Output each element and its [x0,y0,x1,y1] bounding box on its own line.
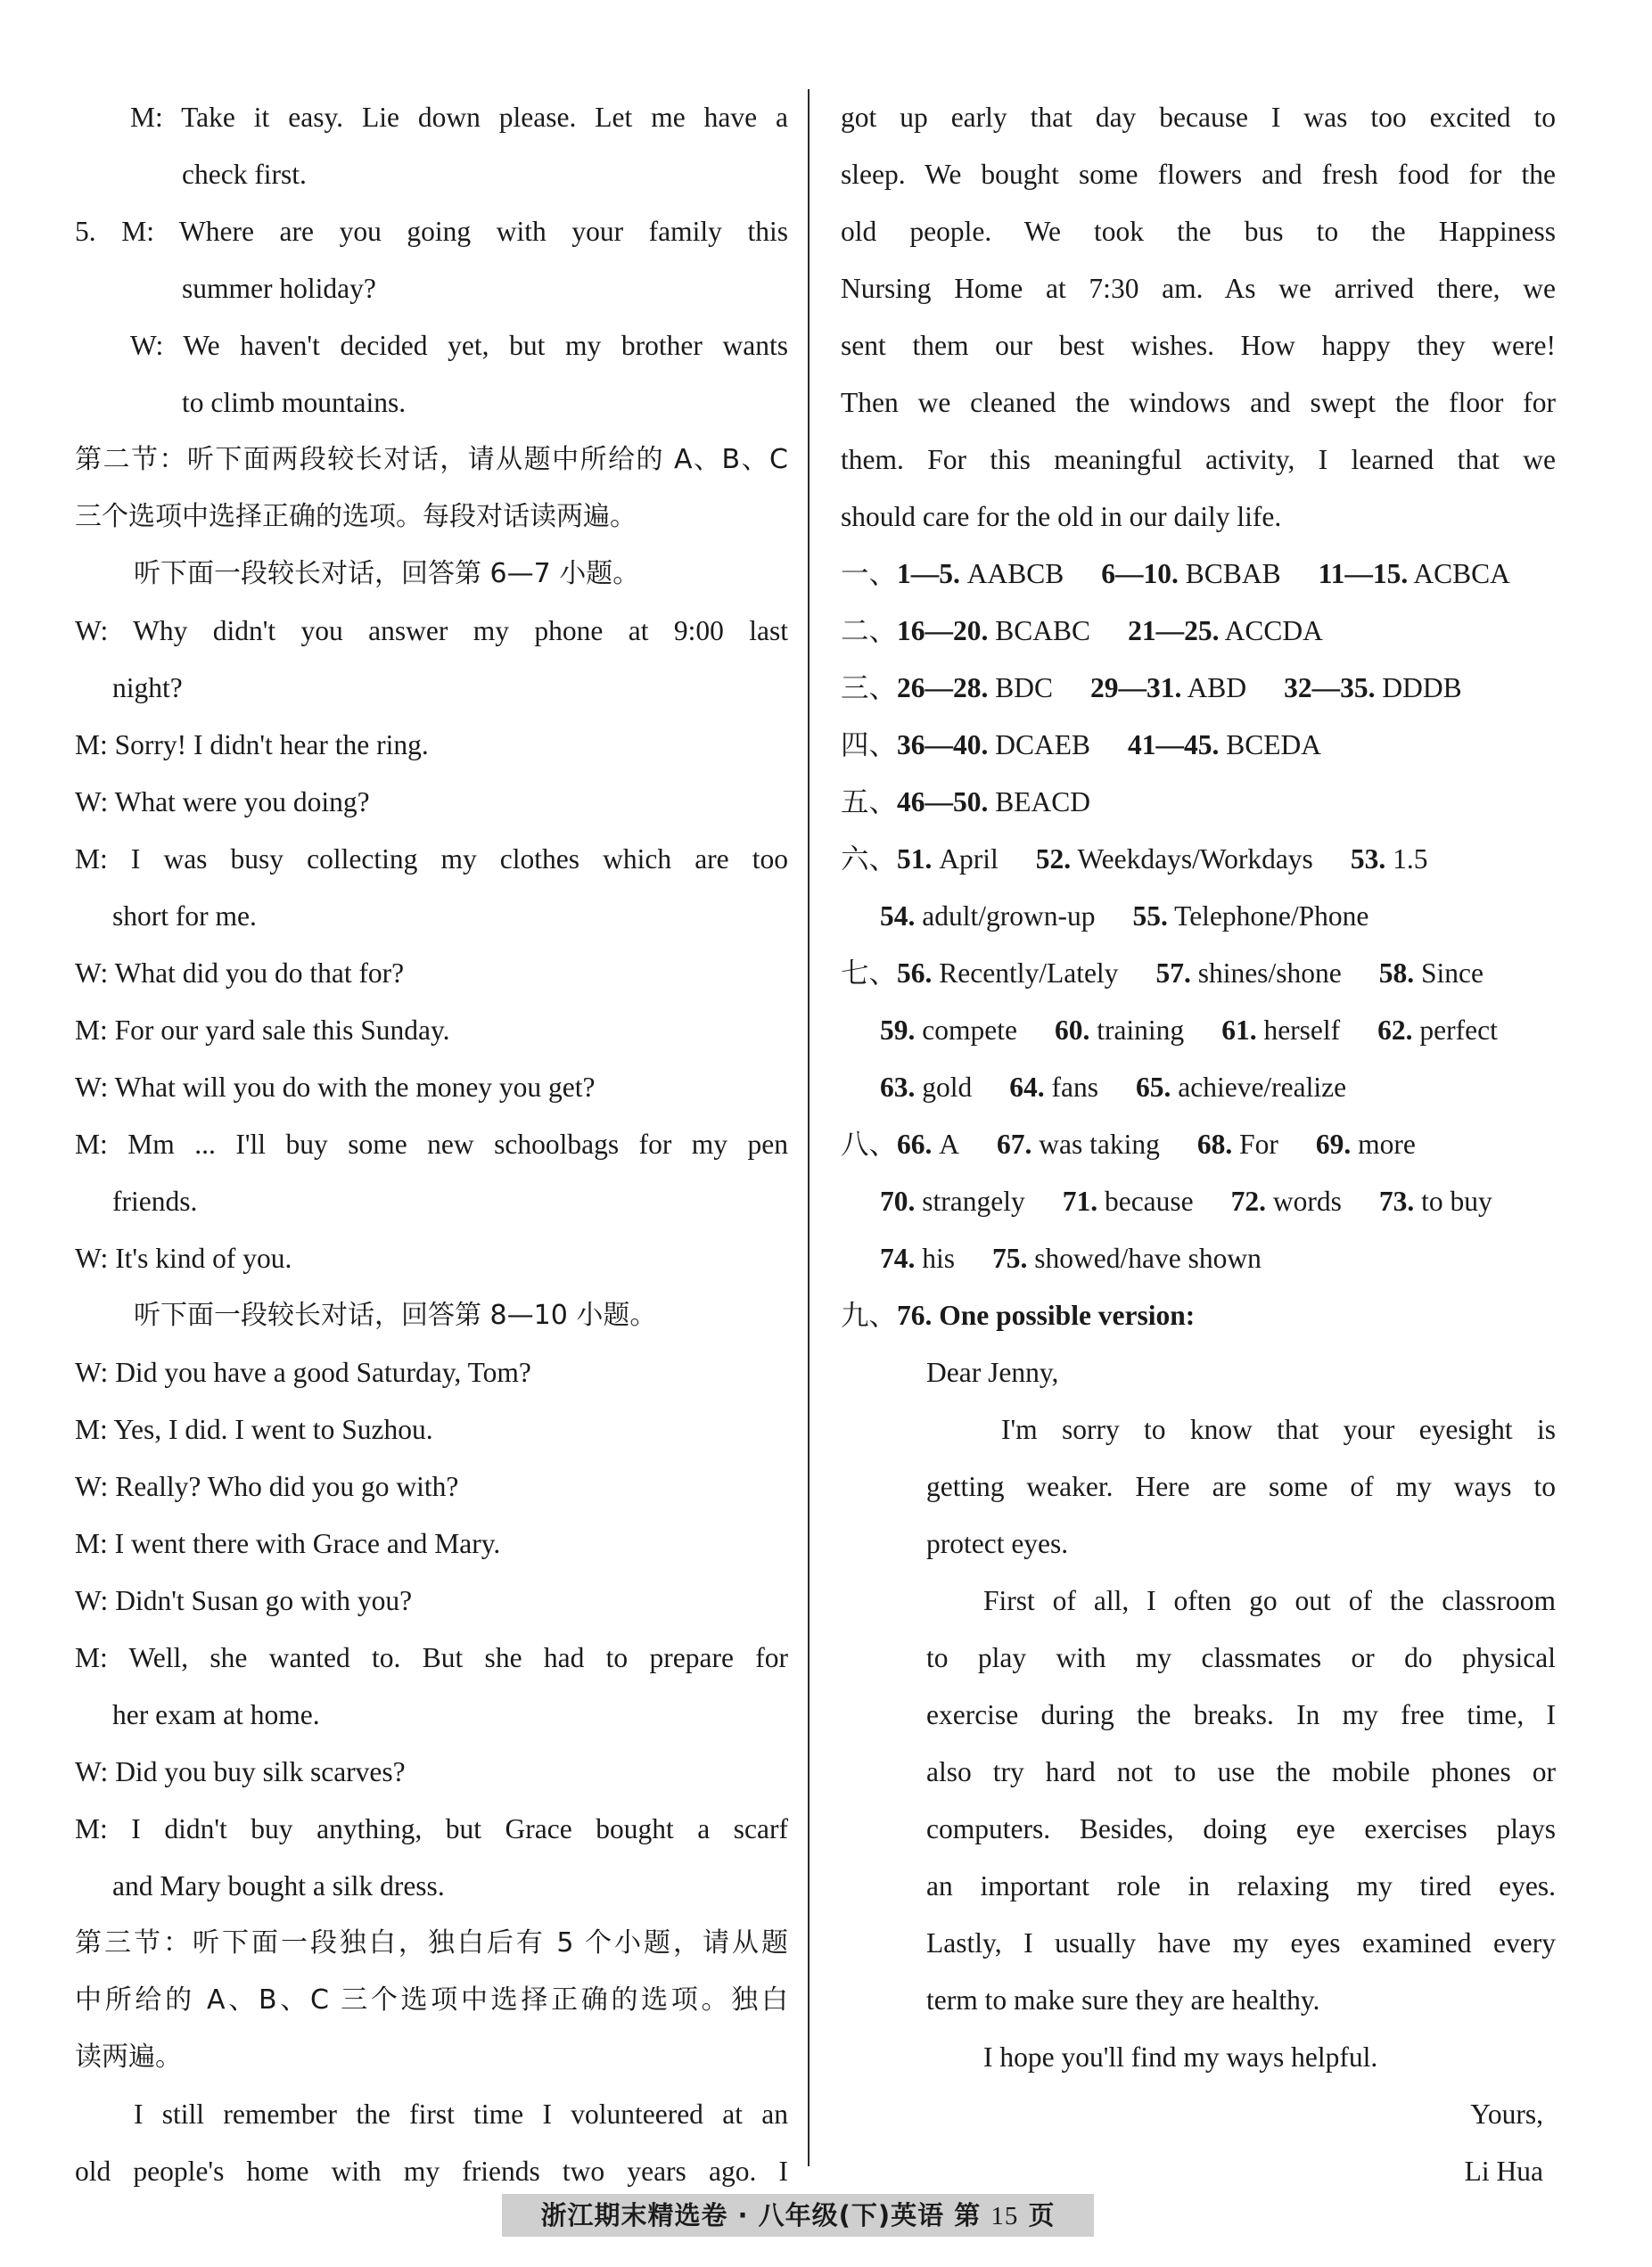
answer-value: A [939,1129,960,1160]
passage-line: old people. We took the bus to the Happiness [841,216,1556,247]
answer-value: shines/shone [1197,957,1342,989]
answer-value: because [1104,1186,1194,1217]
text-line: summer holiday? [182,273,376,304]
answer-number: 74. [880,1243,916,1274]
letter-greeting: Dear Jenny, [926,1357,1059,1388]
answer-number: 70. [880,1186,916,1217]
answer-row [841,888,1556,945]
text-line: W: What were you doing? [75,786,370,817]
answer-number: 6—10. [1101,558,1179,589]
left-column [75,89,788,2200]
text-line: M: Take it easy. Lie down please. Let me have a [130,102,788,133]
answer-number: 71. [1062,1186,1098,1217]
section-label: 九、 [841,1300,898,1331]
answer-number: 11—15. [1318,558,1409,589]
answer-row [841,1230,1556,1287]
text-line: old people's home with my friends two years ago. I [75,2156,788,2187]
letter-line: Lastly, I usually have my eyes examined every [926,1927,1556,1959]
footer-page-number: 15 [990,2202,1019,2230]
section-label: 五、 [841,786,898,817]
text-line: friends. [112,1186,198,1217]
answer-number: 36—40. [897,729,989,760]
section-label: 六、 [841,843,898,875]
answer-number: 54. [880,900,916,932]
letter-line: an important role in relaxing my tired eyes. [926,1870,1556,1901]
footer-page-suffix: 页 [1028,2200,1056,2230]
answer-row [841,1287,1556,1344]
text-line: 5. M: Where are you going with your family this [75,216,788,247]
answer-value: training [1097,1014,1185,1046]
answer-value: to buy [1421,1186,1492,1217]
answer-row [841,660,1556,717]
answer-number: 46—50. [897,786,989,817]
footer-page-prefix: 第 [954,2200,982,2230]
passage-line: should care for the old in our daily life. [841,501,1282,532]
text-line: 听下面一段较长对话，回答第 8—10 小题。 [134,1300,657,1331]
answer-value: Weekdays/Workdays [1077,843,1313,875]
answer-row [841,603,1556,660]
answer-value: 1.5 [1393,843,1428,875]
answer-number: 59. [880,1014,916,1046]
answer-row [841,1116,1556,1173]
answer-value: gold [922,1072,973,1103]
right-column [841,89,1556,2200]
letter-line: term to make sure they are healthy. [926,1984,1320,2016]
answer-number: 58. [1378,957,1415,989]
letter-line: computers. Besides, doing eye exercises plays [926,1813,1556,1844]
answer-value: For [1239,1129,1278,1160]
answer-row [841,717,1556,774]
section-label: 三、 [841,672,898,703]
answer-number: 1—5. [897,558,960,589]
answer-value: BEACD [995,786,1091,817]
letter-closing: Yours, [1470,2099,1543,2130]
answer-number: 32—35. [1284,672,1376,703]
answer-value: strangely [922,1186,1025,1217]
section-label: 八、 [841,1129,898,1160]
answer-value: Since [1420,957,1484,989]
answer-value: showed/have shown [1034,1243,1262,1274]
letter-line: First of all, I often go out of the classroom [983,1585,1556,1616]
section-label: 二、 [841,615,898,646]
answer-row [841,546,1556,603]
answer-row [841,1173,1556,1230]
answer-value: BCABC [995,615,1091,646]
answer-value: fans [1051,1072,1098,1103]
passage-line: them. For this meaningful activity, I learned that we [841,444,1556,475]
text-line: night? [112,672,183,703]
answer-number: 51. [897,843,933,875]
answer-number: 16—20. [897,615,989,646]
text-line: W: Really? Who did you go with? [75,1471,459,1502]
answer-row [841,831,1556,888]
letter-line: protect eyes. [926,1528,1069,1559]
answer-value: DDDB [1382,672,1462,703]
footer-title: 浙江期末精选卷 · 八年级(下)英语 [540,2200,945,2230]
text-line: 三个选项中选择正确的选项。每段对话读两遍。 [75,501,637,532]
answer-number: 56. [897,957,933,989]
answer-row [841,945,1556,1002]
text-line: 听下面一段较长对话，回答第 6—7 小题。 [134,558,640,589]
text-line: 第二节：听下面两段较长对话，请从题中所给的 A、B、C [75,444,788,475]
answer-number: 76. [897,1300,933,1331]
passage-line: got up early that day because I was too excited to [841,102,1556,133]
answer-value: ABD [1187,672,1247,703]
essay-title: One possible version: [939,1300,1196,1331]
page-footer [502,2194,1094,2237]
answer-value: was taking [1039,1129,1160,1160]
text-line: M: I went there with Grace and Mary. [75,1528,501,1559]
text-line: 第三节：听下面一段独白，独白后有 5 个小题，请从题 [75,1927,788,1959]
answer-number: 72. [1230,1186,1267,1217]
answer-value: BCEDA [1226,729,1322,760]
passage-line: Then we cleaned the windows and swept the floor for [841,387,1556,418]
answer-value: achieve/realize [1178,1072,1347,1103]
text-line: M: Well, she wanted to. But she had to prepare for [75,1642,788,1673]
answer-row [841,774,1556,831]
text-line: I still remember the first time I volunteered at an [134,2099,788,2130]
answer-number: 69. [1315,1129,1352,1160]
column-divider [808,89,810,2166]
text-line: M: For our yard sale this Sunday. [75,1014,450,1046]
answer-value: compete [922,1014,1017,1046]
answer-number: 65. [1136,1072,1171,1103]
letter-line: getting weaker. Here are some of my ways to [926,1471,1556,1502]
text-line: M: Yes, I did. I went to Suzhou. [75,1414,433,1445]
text-line: W: We haven't decided yet, but my brother wants [130,330,788,361]
letter-line: exercise during the breaks. In my free time, I [926,1699,1556,1730]
answer-number: 21—25. [1128,615,1220,646]
answer-value: his [922,1243,956,1274]
answer-number: 73. [1378,1186,1415,1217]
text-line: 中所给的 A、B、C 三个选项中选择正确的选项。独白 [75,1984,788,2016]
answer-value: adult/grown-up [922,900,1096,932]
letter-line: I'm sorry to know that your eyesight is [1001,1414,1556,1445]
answer-number: 61. [1221,1014,1257,1046]
section-label: 四、 [841,729,898,760]
answer-number: 68. [1196,1129,1233,1160]
text-line: short for me. [112,900,257,932]
answer-value: BCBAB [1185,558,1281,589]
answer-number: 55. [1132,900,1168,932]
text-line: W: What did you do that for? [75,957,405,989]
answer-number: 26—28. [897,672,989,703]
answer-number: 29—31. [1090,672,1182,703]
answer-number: 60. [1054,1014,1090,1046]
passage-line: sent them our best wishes. How happy they were! [841,330,1556,361]
answer-number: 67. [997,1129,1032,1160]
text-line: her exam at home. [112,1699,320,1730]
answer-number: 57. [1155,957,1191,989]
answer-value: Telephone/Phone [1174,900,1369,932]
text-line: W: It's kind of you. [75,1243,292,1274]
section-label: 七、 [841,957,898,989]
text-line: 读两遍。 [75,2041,182,2073]
answer-number: 66. [897,1129,933,1160]
answer-value: herself [1263,1014,1341,1046]
answer-value: Recently/Lately [939,957,1119,989]
answer-number: 75. [992,1243,1028,1274]
passage-line: sleep. We bought some flowers and fresh food for the [841,159,1556,190]
answer-value: ACCDA [1224,615,1323,646]
letter-line: to play with my classmates or do physical [926,1642,1556,1673]
passage-line: Nursing Home at 7:30 am. As we arrived there, we [841,273,1556,304]
answer-value: AABCB [966,558,1064,589]
answer-value: more [1358,1129,1416,1160]
answer-number: 52. [1035,843,1072,875]
answer-number: 53. [1350,843,1386,875]
text-line: W: Why didn't you answer my phone at 9:00 last [75,615,788,646]
text-line: W: Did you buy silk scarves? [75,1756,406,1787]
answer-value: perfect [1419,1014,1498,1046]
answer-row [841,1002,1556,1059]
answer-row [841,1059,1556,1116]
text-line: M: I was busy collecting my clothes which are too [75,843,788,875]
answer-value: words [1272,1186,1342,1217]
answer-value: ACBCA [1413,558,1510,589]
text-line: to climb mountains. [182,387,407,418]
text-line: check first. [182,159,307,190]
answer-value: DCAEB [995,729,1091,760]
text-line: W: What will you do with the money you get? [75,1072,596,1103]
answer-number: 63. [880,1072,916,1103]
answer-value: BDC [995,672,1054,703]
text-line: W: Did you have a good Saturday, Tom? [75,1357,531,1388]
answer-number: 64. [1009,1072,1045,1103]
text-line: M: Mm ... I'll buy some new schoolbags for my pen [75,1129,788,1160]
text-line: M: I didn't buy anything, but Grace bought a scarf [75,1813,788,1844]
answer-number: 41—45. [1128,729,1220,760]
text-line: M: Sorry! I didn't hear the ring. [75,729,429,760]
section-label: 一、 [841,558,898,589]
answer-number: 62. [1377,1014,1413,1046]
answer-value: April [939,843,999,875]
letter-signature: Li Hua [1464,2156,1543,2187]
letter-line: I hope you'll find my ways helpful. [983,2041,1378,2073]
text-line: and Mary bought a silk dress. [112,1870,445,1901]
text-line: W: Didn't Susan go with you? [75,1585,413,1616]
letter-line: also try hard not to use the mobile phones or [926,1756,1556,1787]
